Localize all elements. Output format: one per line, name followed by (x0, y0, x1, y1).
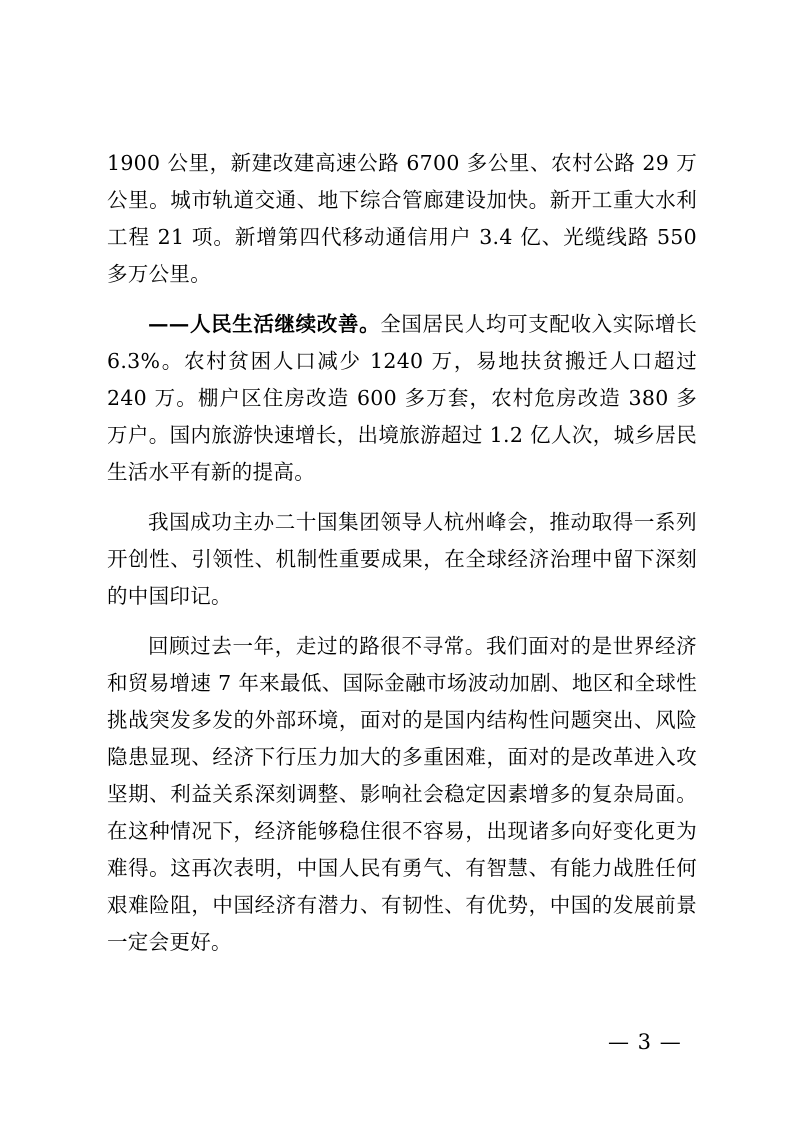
paragraph-review: 回顾过去一年，走过的路很不寻常。我们面对的是世界经济和贸易增速 7 年来最低、国际金融市场波动加剧、地区和全球性挑战突发多发的外部环境，面对的是国内结构性问题突出、风险隐患显现、经济下行压力加大的多重困难，面对的是改革进入攻坚期、利益关系深刻调整、影响社会稳定因素增多的复杂局面。在这种情况下，经济能够稳住很不容易，出现诸多向好变化更为难得。这再次表明，中国人民有勇气、有智慧、有能力战胜任何艰难险阻，中国经济有潜力、有韧性、有优势，中国的发展前景一定会更好。 (107, 634, 697, 954)
document-body (107, 145, 697, 961)
paragraph-continued: 1900 公里，新建改建高速公路 6700 多公里、农村公路 29 万公里。城市轨道交通、地下综合管廊建设加快。新开工重大水利工程 21 项。新增第四代移动通信用户 3.4 亿、光缆线路 550 多万公里。 (107, 151, 697, 286)
paragraph-g20-summit: 我国成功主办二十国集团领导人杭州峰会，推动取得一系列开创性、引领性、机制性重要成果，在全球经济治理中留下深刻的中国印记。 (107, 510, 697, 608)
paragraph-text: 全国居民人均可支配收入实际增长 6.3%。农村贫困人口减少 1240 万，易地扶贫搬迁人口超过 240 万。棚户区住房改造 600 多万套，农村危房改造 380 多万户。国内旅游快速增长，出境旅游超过 1.2 亿人次，城乡居民生活水平有新的提高。 (107, 312, 697, 484)
paragraph-living-standards (107, 306, 697, 491)
page-number: — 3 — (608, 1030, 682, 1054)
paragraph-heading: ——人民生活继续改善。 (148, 312, 381, 336)
